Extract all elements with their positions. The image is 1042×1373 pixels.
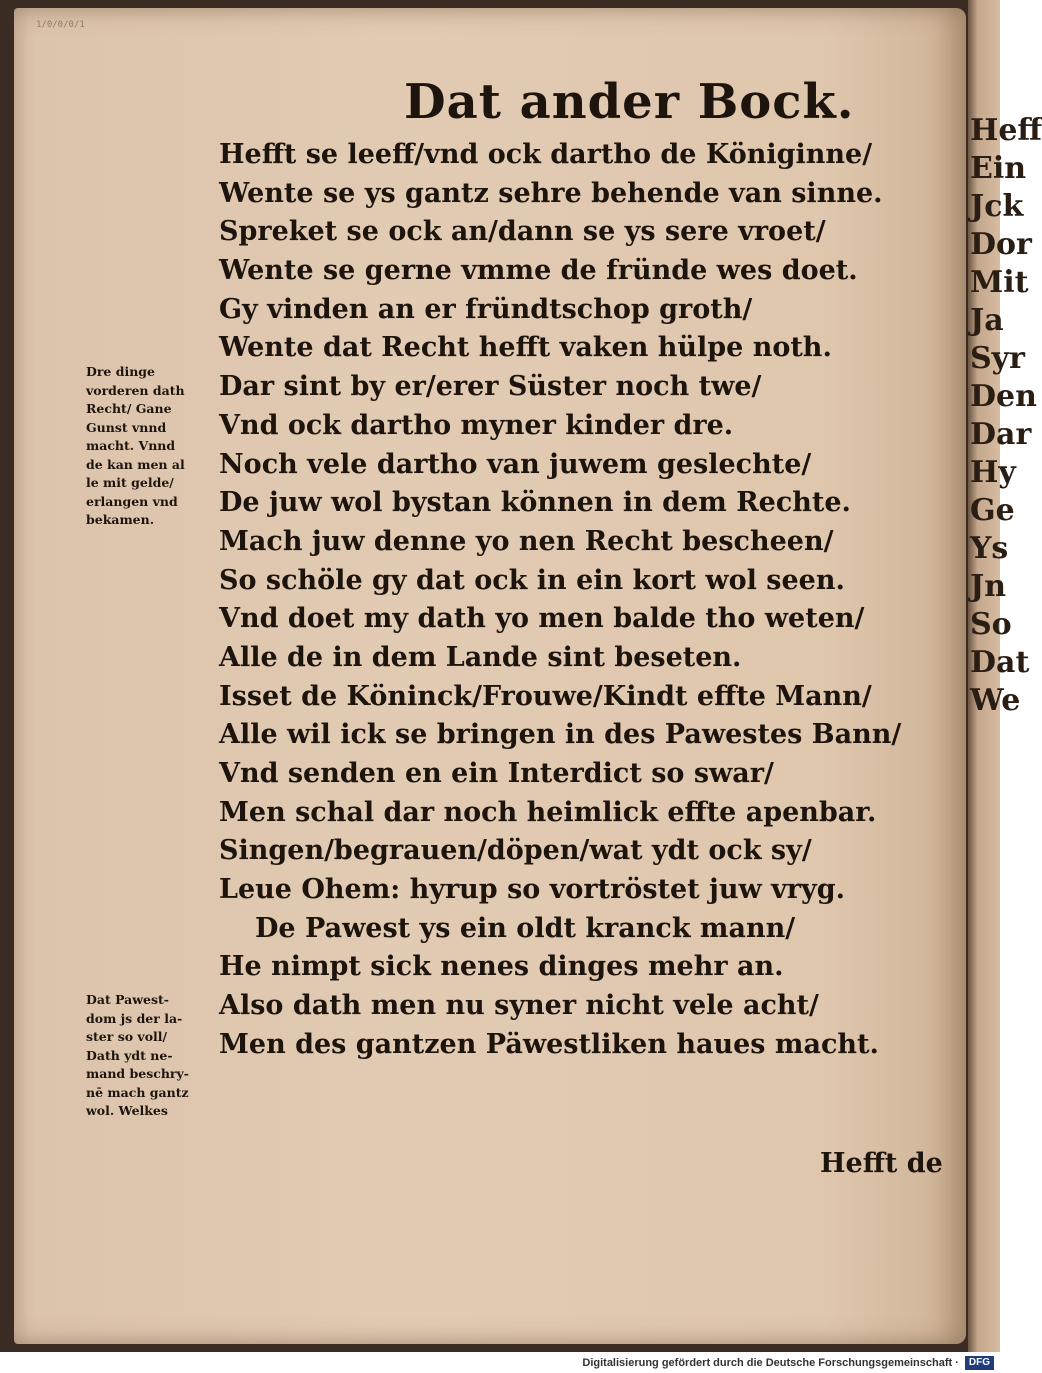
- page-heading: Dat ander Bock.: [404, 74, 855, 130]
- edge-line: Dar: [970, 417, 1032, 452]
- edge-line: Syr: [970, 341, 1025, 376]
- verse-line: So schöle gy dat ock in ein kort wol seen.: [219, 564, 845, 596]
- gloss-line: le mit gelde/: [86, 475, 174, 490]
- gloss-line: mand beschry-: [86, 1066, 189, 1081]
- edge-line: Dat: [970, 645, 1030, 680]
- page-number-stamp: 1/0/0/0/1: [36, 20, 85, 30]
- edge-line: Mit: [970, 265, 1029, 300]
- gloss-line: erlangen vnd: [86, 493, 178, 509]
- gloss-line: Dath ydt ne-: [86, 1047, 173, 1063]
- verse-line: Vnd doet my dath yo men balde tho weten/: [219, 603, 865, 635]
- verse-text: [219, 136, 901, 1065]
- gloss-line: Recht/ Gane: [86, 401, 172, 416]
- next-page-edge: [968, 0, 1042, 1352]
- marginal-gloss-2: [86, 991, 218, 1121]
- edge-line: Dor: [970, 227, 1032, 262]
- edge-line: Hy: [970, 455, 1016, 490]
- funding-footer: [0, 1352, 1000, 1373]
- verse-line: Vnd senden en ein Interdict so swar/: [219, 758, 774, 789]
- verse-line: Also dath men nu syner nicht vele acht/: [219, 990, 819, 1022]
- catchword: Hefft de: [820, 1148, 943, 1179]
- verse-line: Leue Ohem: hyrup so vortröstet juw vryg.: [219, 874, 845, 906]
- funding-credit: Digitalisierung gefördert durch die Deutsche Forschungsgemeinschaft ·: [582, 1356, 959, 1369]
- gloss-line: ster so voll/: [86, 1029, 168, 1044]
- gloss-line: macht. Vnnd: [86, 438, 176, 453]
- verse-line: De Pawest ys ein oldt kranck mann/: [255, 912, 796, 944]
- verse-line: Alle wil ick se bringen in des Pawestes Bann/: [219, 719, 902, 751]
- gloss-line: Dre dinge: [86, 364, 156, 379]
- verse-line: Alle de in dem Lande sint beseten.: [219, 641, 742, 673]
- edge-line: So: [970, 607, 1012, 642]
- verse-line: Wente se ys gantz sehre behende van sinne.: [219, 177, 883, 209]
- verse-line: Noch vele dartho van juwem geslechte/: [219, 448, 812, 480]
- verse-line: Mach juw denne yo nen Recht bescheen/: [219, 525, 834, 557]
- verse-line: Spreket se ock an/dann se ys sere vroet/: [219, 216, 826, 248]
- gloss-line: dom js der la-: [86, 1010, 183, 1026]
- edge-line: Jck: [970, 189, 1024, 224]
- dfg-logo: DFG: [965, 1356, 994, 1370]
- edge-line: Ein: [970, 151, 1027, 186]
- edge-line: We: [970, 683, 1021, 718]
- marginal-gloss-1: [86, 363, 218, 530]
- gloss-line: Gunst vnnd: [86, 419, 167, 435]
- edge-line: Ys: [970, 531, 1009, 566]
- edge-line: Den: [970, 379, 1037, 414]
- gloss-line: bekamen.: [86, 512, 155, 527]
- verse-line: He nimpt sick nenes dinges mehr an.: [219, 951, 784, 983]
- edge-line: Ja: [970, 303, 1004, 338]
- verse-line: Dar sint by er/erer Süster noch twe/: [219, 371, 762, 403]
- edge-line: Jn: [970, 569, 1007, 604]
- edge-line: Ge: [970, 493, 1015, 528]
- verse-line: Wente se gerne vmme de fründe wes doet.: [219, 255, 858, 287]
- gloss-line: de kan men al: [86, 456, 185, 472]
- verse-line: Wente dat Recht hefft vaken hülpe noth.: [219, 332, 832, 364]
- edge-line: Heff: [970, 113, 1042, 148]
- verse-line: Vnd ock dartho myner kinder dre.: [219, 409, 734, 441]
- verse-line: De juw wol bystan können in dem Rechte.: [219, 487, 851, 519]
- verse-line: Singen/begrauen/döpen/wat ydt ock sy/: [219, 835, 812, 867]
- gloss-line: wol. Welkes: [86, 1103, 168, 1118]
- gloss-line: Dat Pawest-: [86, 992, 169, 1007]
- verse-line: Men schal dar noch heimlick effte apenbar.: [219, 796, 877, 828]
- next-page-edge-text: [968, 112, 1042, 720]
- verse-line: Men des gantzen Päwestliken haues macht.: [219, 1028, 879, 1060]
- verse-line: Gy vinden an er fründtschop groth/: [219, 293, 753, 325]
- gloss-line: vorderen dath: [86, 382, 185, 398]
- verse-line: Hefft se leeff/vnd ock dartho de Königinne/: [219, 139, 873, 170]
- gloss-line: nē mach gantz: [86, 1084, 189, 1100]
- book-page: [14, 8, 966, 1344]
- verse-line: Isset de Köninck/Frouwe/Kindt effte Mann/: [219, 680, 872, 712]
